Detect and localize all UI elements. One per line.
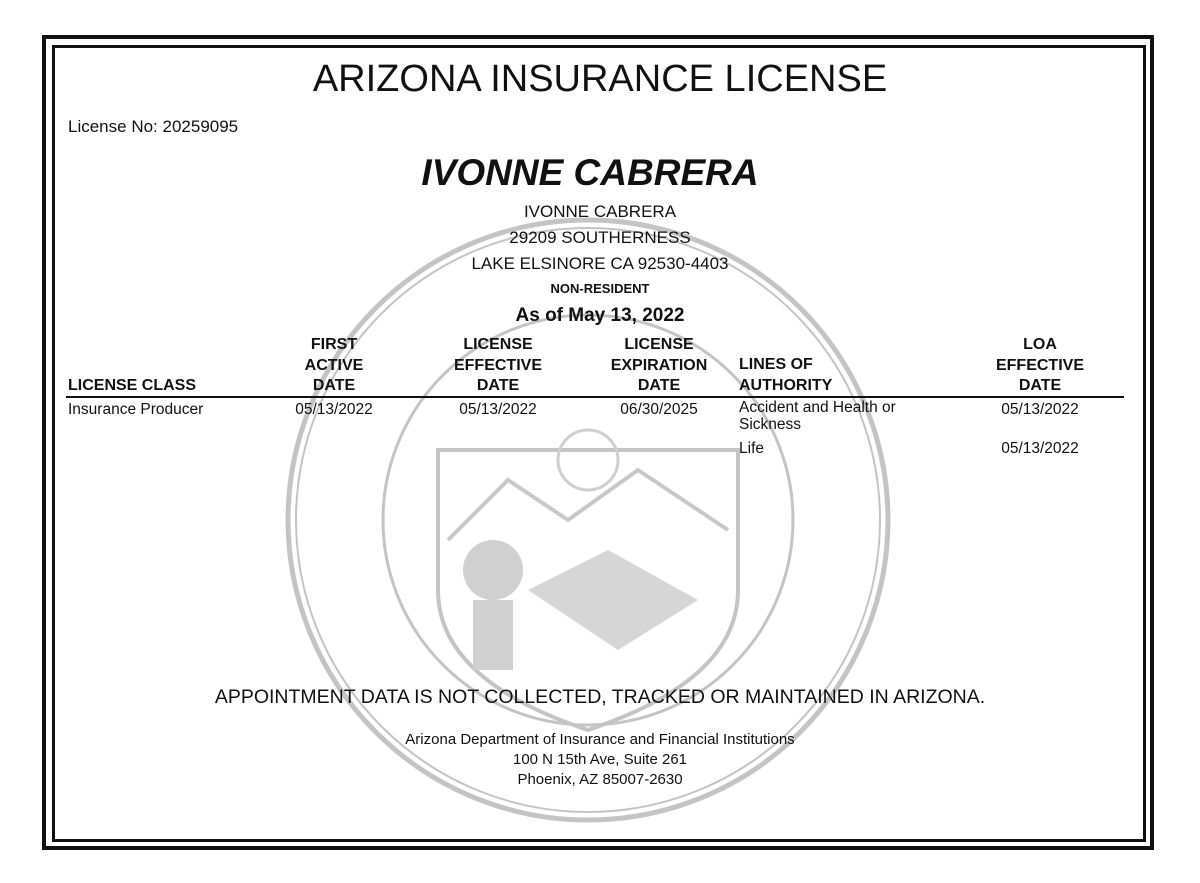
- header-license-class: LICENSE CLASS: [68, 377, 197, 394]
- header-line: EXPIRATION: [610, 356, 708, 374]
- address-line-street: 29209 SOUTHERNESS: [509, 228, 691, 247]
- header-lines-of-authority: [739, 355, 832, 396]
- header-line: DATE: [1018, 377, 1062, 394]
- header-line: EFFECTIVE: [453, 356, 542, 374]
- cell-license-effective-date: 05/13/2022: [459, 401, 537, 418]
- header-license-effective-date: [438, 335, 558, 397]
- footer-agency: Arizona Department of Insurance and Financial Institutions: [405, 731, 795, 748]
- header-loa-effective-date: [980, 335, 1100, 397]
- footer-street: 100 N 15th Ave, Suite 261: [512, 751, 688, 768]
- seal-sun: [558, 430, 618, 490]
- seal-fields: [528, 550, 698, 650]
- header-line: LICENSE: [624, 336, 694, 353]
- header-line: DATE: [476, 377, 520, 394]
- document-title: ARIZONA INSURANCE LICENSE: [312, 58, 888, 100]
- header-license-expiration-date: [594, 335, 724, 397]
- as-of-date: As of May 13, 2022: [515, 305, 685, 326]
- header-line: LINES OF: [739, 356, 813, 373]
- footer-city: Phoenix, AZ 85007-2630: [517, 771, 683, 788]
- seal-miner-head: [463, 540, 523, 600]
- seal-mountains: [448, 470, 728, 540]
- header-divider: [66, 396, 1124, 398]
- header-line: EFFECTIVE: [995, 356, 1084, 374]
- address-line-name: IVONNE CABRERA: [523, 202, 677, 221]
- header-line: DATE: [312, 377, 356, 394]
- header-line: LOA: [1023, 336, 1057, 353]
- residency-status: NON-RESIDENT: [550, 281, 650, 296]
- header-first-active-date: [284, 335, 384, 397]
- cell-license-class: Insurance Producer: [68, 401, 204, 418]
- header-line: AUTHORITY: [739, 376, 833, 394]
- cell-loa-effective-date: 05/13/2022: [1001, 401, 1079, 418]
- cell-license-expiration-date: 06/30/2025: [620, 401, 698, 418]
- cell-line-of-authority: Life: [739, 440, 764, 457]
- cell-line-of-authority: Accident and Health or Sickness: [739, 399, 896, 433]
- header-line: DATE: [637, 377, 681, 394]
- seal-miner-body: [473, 600, 513, 670]
- address-line-city: LAKE ELSINORE CA 92530-4403: [471, 254, 729, 273]
- appointment-notice: APPOINTMENT DATA IS NOT COLLECTED, TRACKED OR MAINTAINED IN ARIZONA.: [214, 686, 986, 708]
- license-number: License No: 20259095: [68, 117, 239, 136]
- header-line: LICENSE: [463, 336, 533, 353]
- header-line: ACTIVE: [304, 356, 364, 374]
- licensee-name: IVONNE CABRERA: [421, 152, 759, 193]
- cell-first-active-date: 05/13/2022: [295, 401, 373, 418]
- header-line: FIRST: [310, 336, 358, 353]
- cell-loa-effective-date: 05/13/2022: [1001, 440, 1079, 457]
